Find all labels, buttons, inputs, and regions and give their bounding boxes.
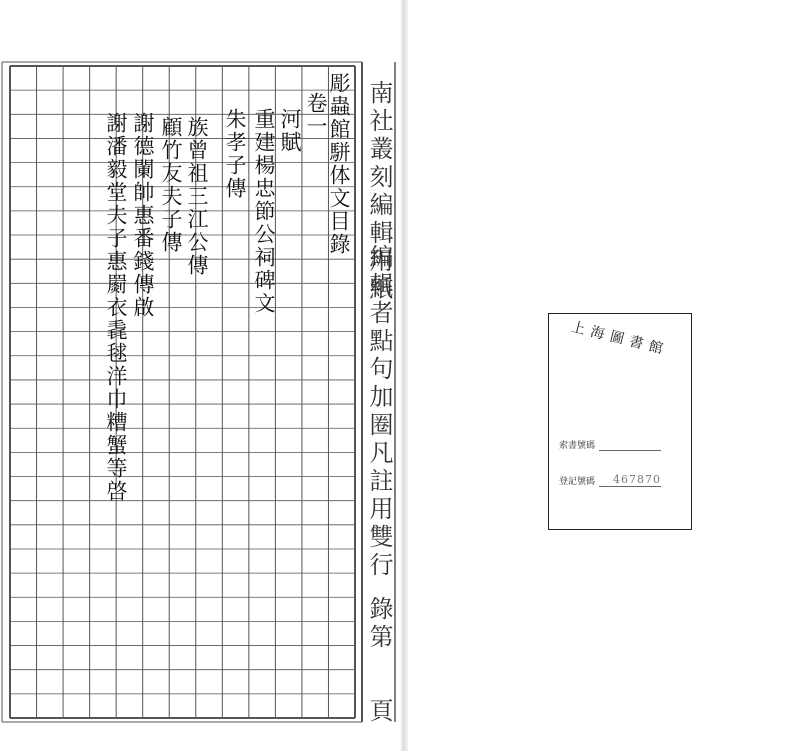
volume-heading: 卷一: [304, 92, 328, 138]
entry-item: 謝德䦨帥惠番錢傳啟: [131, 112, 155, 319]
entry-item: 河賦: [278, 108, 302, 154]
book-title: 彫蟲館駢体文目錄: [327, 72, 351, 256]
call-number-field: [559, 438, 661, 451]
register-number-label: 登記號碼: [559, 477, 596, 487]
call-number-label: 索書號碼: [559, 441, 596, 451]
page-footer-left: 錄第: [365, 596, 393, 652]
page-footer-right: 頁: [365, 698, 393, 726]
entry-item: 重建楊忠節公祠碑文: [252, 108, 276, 315]
library-stamp: [548, 313, 692, 530]
register-number-value: 467870: [613, 473, 662, 486]
entry-item: 族曾祖三江公傳: [185, 116, 209, 277]
printed-header: 南社叢刻編輯用紙: [365, 80, 393, 304]
book-spine: [400, 0, 408, 751]
entry-item: 顧竹友夫子傳: [159, 116, 183, 254]
register-number-field: [559, 474, 661, 487]
entry-item: 朱孝子傳: [223, 108, 247, 200]
entry-item: 謝潘毅堂夫子惠罽衣毳毬洋巾糟蟹等啓: [104, 112, 128, 503]
stamp-title: 上海圖書館: [569, 319, 671, 359]
printed-note: 編輯者點句加圈凡註用雙行: [365, 244, 393, 580]
